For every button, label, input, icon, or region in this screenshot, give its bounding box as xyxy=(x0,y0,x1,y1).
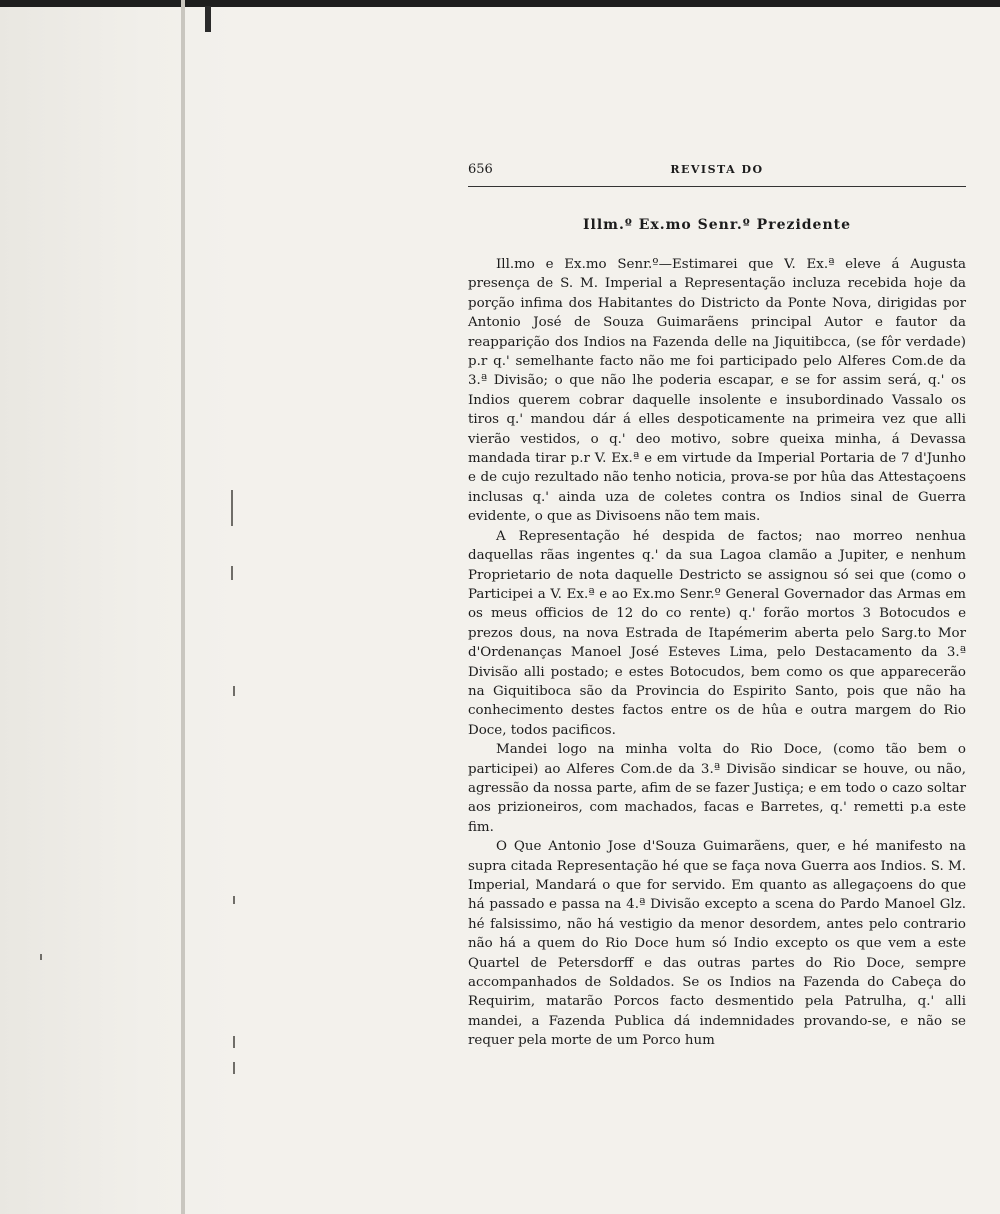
letter-body xyxy=(468,255,966,1051)
paragraph: O Que Antonio Jose d'Souza Guimarãens, quer, e hé manifesto na supra citada Representação hé que se faça nova Guerra aos Indios. S. M. Imperial, Mandará o que for servido. Em quanto as allegaçoens do que há passado e passa na 4.ª Divisão excepto a scena do Pardo Manoel Glz. hé falsissimo, não há vestigio da menor desordem, antes pelo contrario não há a quem do Rio Doce hum só Indio excepto os que vem a este Quartel de Petersdorff e das outras partes do Rio Doce, sempre accompanhados de Soldados. Se os Indios na Fazenda do Cabeça do Requirim, matarão Porcos facto desmentido pela Patrulha, q.' alli mandei, a Fazenda Publica dá indemnidades provando-se, e não se requer pela morte de um Porco hum xyxy=(468,839,966,1049)
letter-salutation: Illm.º Ex.mo Senr.º Prezidente xyxy=(582,217,852,233)
header-rule xyxy=(468,186,966,187)
margin-mark xyxy=(40,954,42,960)
running-head: REVISTA DO xyxy=(670,163,764,176)
page-header xyxy=(468,160,966,182)
margin-mark xyxy=(233,1062,235,1074)
margin-mark xyxy=(233,686,235,696)
binding-gutter xyxy=(0,0,240,1214)
margin-mark xyxy=(233,1036,235,1048)
top-page-edge xyxy=(0,0,1000,7)
book-page xyxy=(468,160,966,1051)
margin-mark xyxy=(231,490,233,526)
margin-mark xyxy=(233,896,235,904)
book-spine xyxy=(181,0,185,1214)
paragraph: A Representação hé despida de factos; nao morreo nenhua daquellas rãas ingentes q.' da sua Lagoa clamão a Jupiter, e nenhum Proprietario de nota daquelle Destricto se assignou só sei que (como o Participei a V. Ex.ª e ao Ex.mo Senr.º General Governador das Armas em os meus officios de 12 do co rente) q.' forão mortos 3 Botocudos e prezos dous, na nova Estrada de Itapémerim aberta pelo Sarg.to Mor d'Ordenanças Manoel José Esteves Lima, pelo Destacamento da 3.ª Divisão alli postado; e estes Botocudos, bem como os que apparecerão na Giquitiboca são da Provincia do Espirito Santo, pois que não ha conhecimento destes factos entre os de hûa e outra margem do Rio Doce, todos pacificos. xyxy=(468,528,966,738)
page-number: 656 xyxy=(468,162,493,177)
spine-shadow xyxy=(205,6,211,32)
paragraph: Mandei logo na minha volta do Rio Doce, (como tão bem o participei) ao Alferes Com.de da 3.ª Divisão sindicar se houve, ou não, agressão da nossa parte, afim de se fazer Justiça; e em todo o cazo soltar aos prizioneiros, com machados, facas e Barretes, q.' remetti p.a este fim. xyxy=(468,742,966,835)
paragraph: Ill.mo e Ex.mo Senr.º—Estimarei que V. Ex.ª eleve á Augusta presença de S. M. Imperial a Representação incluza recebida hoje da porção infima dos Habitantes do Districto da Ponte Nova, dirigidas por Antonio José de Souza Guimarãens principal Autor e fautor da reapparição dos Indios na Fazenda delle na Jiquitibcca, (se fôr verdade) p.r q.' semelhante facto não me foi participado pelo Alferes Com.de da 3.ª Divisão; o que não lhe poderia escapar, e se for assim será, q.' os Indios querem cobrar daquelle insolente e insubordinado Vassalo os tiros q.' mandou dár á elles despoticamente na primeira vez que alli vierão vestidos, o q.' deo motivo, sobre queixa minha, á Devassa mandada tirar p.r V. Ex.ª e em virtude da Imperial Portaria de 7 d'Junho e de cujo rezultado não tenho noticia, prova-se por hûa das Attestaçoens inclusas q.' ainda uza de coletes contra os Indios sinal de Guerra evidente, o que as Divisoens não tem mais. xyxy=(468,257,966,525)
margin-mark xyxy=(231,566,233,580)
